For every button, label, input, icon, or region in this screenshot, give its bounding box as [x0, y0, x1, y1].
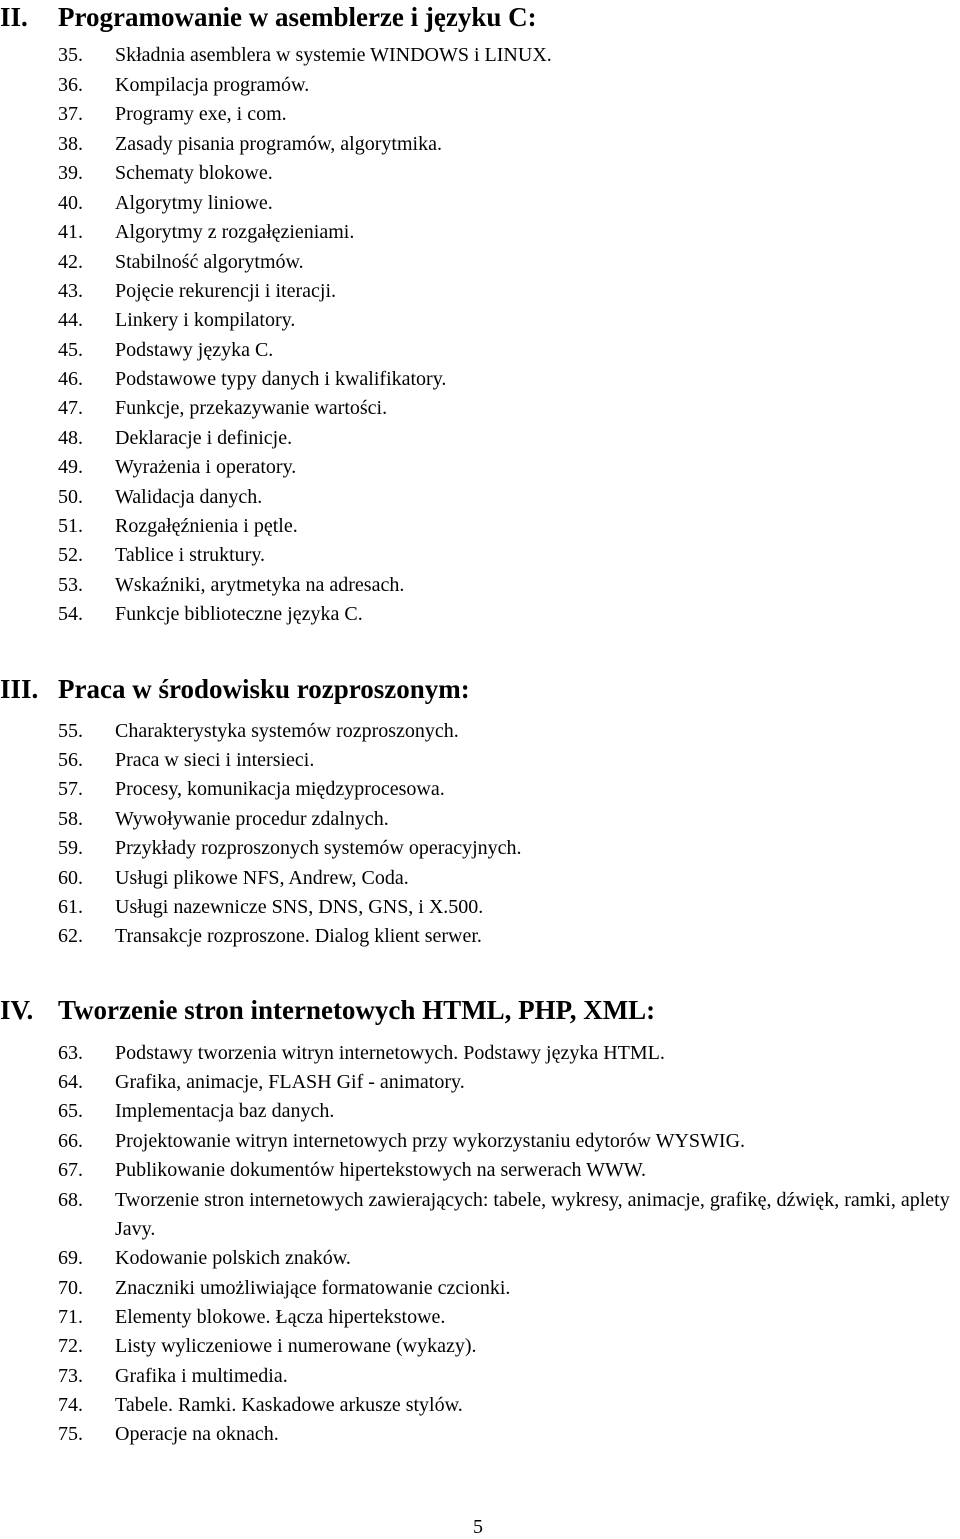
item-number: 63.: [58, 1042, 83, 1064]
item-text: Usługi nazewnicze SNS, DNS, GNS, i X.500.: [115, 896, 484, 918]
item-text: Deklaracje i definicje.: [115, 427, 293, 449]
list-item: [0, 922, 960, 951]
item-number: 69.: [58, 1247, 83, 1269]
list-item: [0, 100, 960, 129]
list-item: [0, 394, 960, 423]
item-text: Publikowanie dokumentów hipertekstowych na serwerach WWW.: [115, 1159, 646, 1181]
item-text: Projektowanie witryn internetowych przy wykorzystaniu edytorów WYSWIG.: [115, 1130, 746, 1152]
item-number: 44.: [58, 309, 83, 331]
list-item: [0, 1068, 960, 1097]
list-item: [0, 1186, 960, 1245]
item-text: Stabilność algorytmów.: [115, 251, 304, 273]
item-number: 57.: [58, 778, 83, 800]
section-title: Tworzenie stron internetowych HTML, PHP, XML:: [58, 995, 656, 1025]
list-item: [0, 1420, 960, 1449]
item-number: 50.: [58, 486, 83, 508]
item-number: 66.: [58, 1130, 83, 1152]
item-text: Wyrażenia i operatory.: [115, 456, 297, 478]
list-item: [0, 483, 960, 512]
item-number: 56.: [58, 749, 83, 771]
item-text: Wywoływanie procedur zdalnych.: [115, 808, 389, 830]
item-text: Rozgałęźnienia i pętle.: [115, 515, 298, 537]
item-number: 36.: [58, 74, 83, 96]
list-item: [0, 1303, 960, 1332]
list-item: [0, 1156, 960, 1185]
list-item: [0, 336, 960, 365]
item-number: 64.: [58, 1071, 83, 1093]
list-item: [0, 775, 960, 804]
list-item: [0, 1274, 960, 1303]
item-number: 54.: [58, 603, 83, 625]
item-number: 53.: [58, 574, 83, 596]
item-text: Zasady pisania programów, algorytmika.: [115, 133, 442, 155]
item-text: Linkery i kompilatory.: [115, 309, 296, 331]
list-item: [0, 746, 960, 775]
list-item: [0, 1039, 960, 1068]
list-item: [0, 864, 960, 893]
item-text: Walidacja danych.: [115, 486, 263, 508]
list-item: [0, 306, 960, 335]
list-item: [0, 189, 960, 218]
item-text: Funkcje, przekazywanie wartości.: [115, 397, 388, 419]
item-number: 59.: [58, 837, 83, 859]
item-number: 75.: [58, 1423, 83, 1445]
section-number: IV.: [0, 995, 34, 1025]
item-number: 49.: [58, 456, 83, 478]
item-text: Tworzenie stron internetowych zawierających: tabele, wykresy, animacje, grafikę, dźwięk, ramki, aplety Javy.: [115, 1189, 950, 1241]
item-number: 47.: [58, 397, 83, 419]
list-item: [0, 893, 960, 922]
item-text: Tabele. Ramki. Kaskadowe arkusze stylów.: [115, 1394, 463, 1416]
item-text: Funkcje biblioteczne języka C.: [115, 603, 363, 625]
item-number: 45.: [58, 339, 83, 361]
item-number: 51.: [58, 515, 83, 537]
item-number: 41.: [58, 221, 83, 243]
list-item: [0, 277, 960, 306]
item-text: Podstawowe typy danych i kwalifikatory.: [115, 368, 447, 390]
item-number: 58.: [58, 808, 83, 830]
list-item: [0, 218, 960, 247]
item-text: Kompilacja programów.: [115, 74, 310, 96]
item-text: Elementy blokowe. Łącza hipertekstowe.: [115, 1306, 446, 1328]
item-text: Listy wyliczeniowe i numerowane (wykazy).: [115, 1335, 477, 1357]
list-item: [0, 834, 960, 863]
item-text: Algorytmy z rozgałęzieniami.: [115, 221, 355, 243]
item-text: Wskaźniki, arytmetyka na adresach.: [115, 574, 405, 596]
list-item: [0, 1244, 960, 1273]
item-number: 48.: [58, 427, 83, 449]
list-item: [0, 130, 960, 159]
item-text: Grafika, animacje, FLASH Gif - animatory.: [115, 1071, 465, 1093]
item-number: 71.: [58, 1306, 83, 1328]
list-item: [0, 365, 960, 394]
item-number: 40.: [58, 192, 83, 214]
item-number: 35.: [58, 44, 83, 66]
item-number: 65.: [58, 1100, 83, 1122]
item-text: Procesy, komunikacja międzyprocesowa.: [115, 778, 445, 800]
list-item: [0, 805, 960, 834]
list-item: [0, 1127, 960, 1156]
item-text: Tablice i struktury.: [115, 544, 266, 566]
list-item: [0, 424, 960, 453]
section-number: II.: [0, 2, 28, 32]
list-item: [0, 571, 960, 600]
list-item: [0, 248, 960, 277]
list-item: [0, 71, 960, 100]
list-item: [0, 600, 960, 629]
item-number: 52.: [58, 544, 83, 566]
list-item: [0, 159, 960, 188]
item-text: Przykłady rozproszonych systemów operacyjnych.: [115, 837, 522, 859]
list-item: [0, 1362, 960, 1391]
item-text: Schematy blokowe.: [115, 162, 273, 184]
item-number: 37.: [58, 103, 83, 125]
list-item: [0, 512, 960, 541]
item-text: Znaczniki umożliwiające formatowanie czcionki.: [115, 1277, 511, 1299]
section-number: III.: [0, 674, 39, 704]
item-number: 62.: [58, 925, 83, 947]
item-text: Algorytmy liniowe.: [115, 192, 273, 214]
item-number: 38.: [58, 133, 83, 155]
page-number: 5: [473, 1516, 483, 1538]
item-number: 39.: [58, 162, 83, 184]
item-text: Grafika i multimedia.: [115, 1365, 288, 1387]
item-text: Charakterystyka systemów rozproszonych.: [115, 720, 459, 742]
list-item: [0, 541, 960, 570]
list-item: [0, 1391, 960, 1420]
item-text: Kodowanie polskich znaków.: [115, 1247, 351, 1269]
item-number: 68.: [58, 1189, 83, 1211]
item-text: Implementacja baz danych.: [115, 1100, 335, 1122]
item-number: 46.: [58, 368, 83, 390]
list-item: [0, 717, 960, 746]
item-text: Podstawy tworzenia witryn internetowych. Podstawy języka HTML.: [115, 1042, 665, 1064]
list-item: [0, 453, 960, 482]
item-text: Operacje na oknach.: [115, 1423, 279, 1445]
list-item: [0, 1097, 960, 1126]
item-number: 67.: [58, 1159, 83, 1181]
item-text: Usługi plikowe NFS, Andrew, Coda.: [115, 867, 409, 889]
item-number: 43.: [58, 280, 83, 302]
item-text: Transakcje rozproszone. Dialog klient serwer.: [115, 925, 482, 947]
section-title: Praca w środowisku rozproszonym:: [58, 674, 470, 704]
list-item: [0, 41, 960, 70]
list-item: [0, 1332, 960, 1361]
section-title: Programowanie w asemblerze i języku C:: [58, 2, 537, 32]
item-text: Podstawy języka C.: [115, 339, 274, 361]
item-number: 55.: [58, 720, 83, 742]
item-number: 61.: [58, 896, 83, 918]
item-number: 70.: [58, 1277, 83, 1299]
item-text: Pojęcie rekurencji i iteracji.: [115, 280, 337, 302]
item-number: 74.: [58, 1394, 83, 1416]
item-number: 73.: [58, 1365, 83, 1387]
item-number: 72.: [58, 1335, 83, 1357]
item-number: 60.: [58, 867, 83, 889]
item-number: 42.: [58, 251, 83, 273]
item-text: Programy exe, i com.: [115, 103, 287, 125]
item-text: Praca w sieci i intersieci.: [115, 749, 315, 771]
item-text: Składnia asemblera w systemie WINDOWS i LINUX.: [115, 44, 552, 66]
